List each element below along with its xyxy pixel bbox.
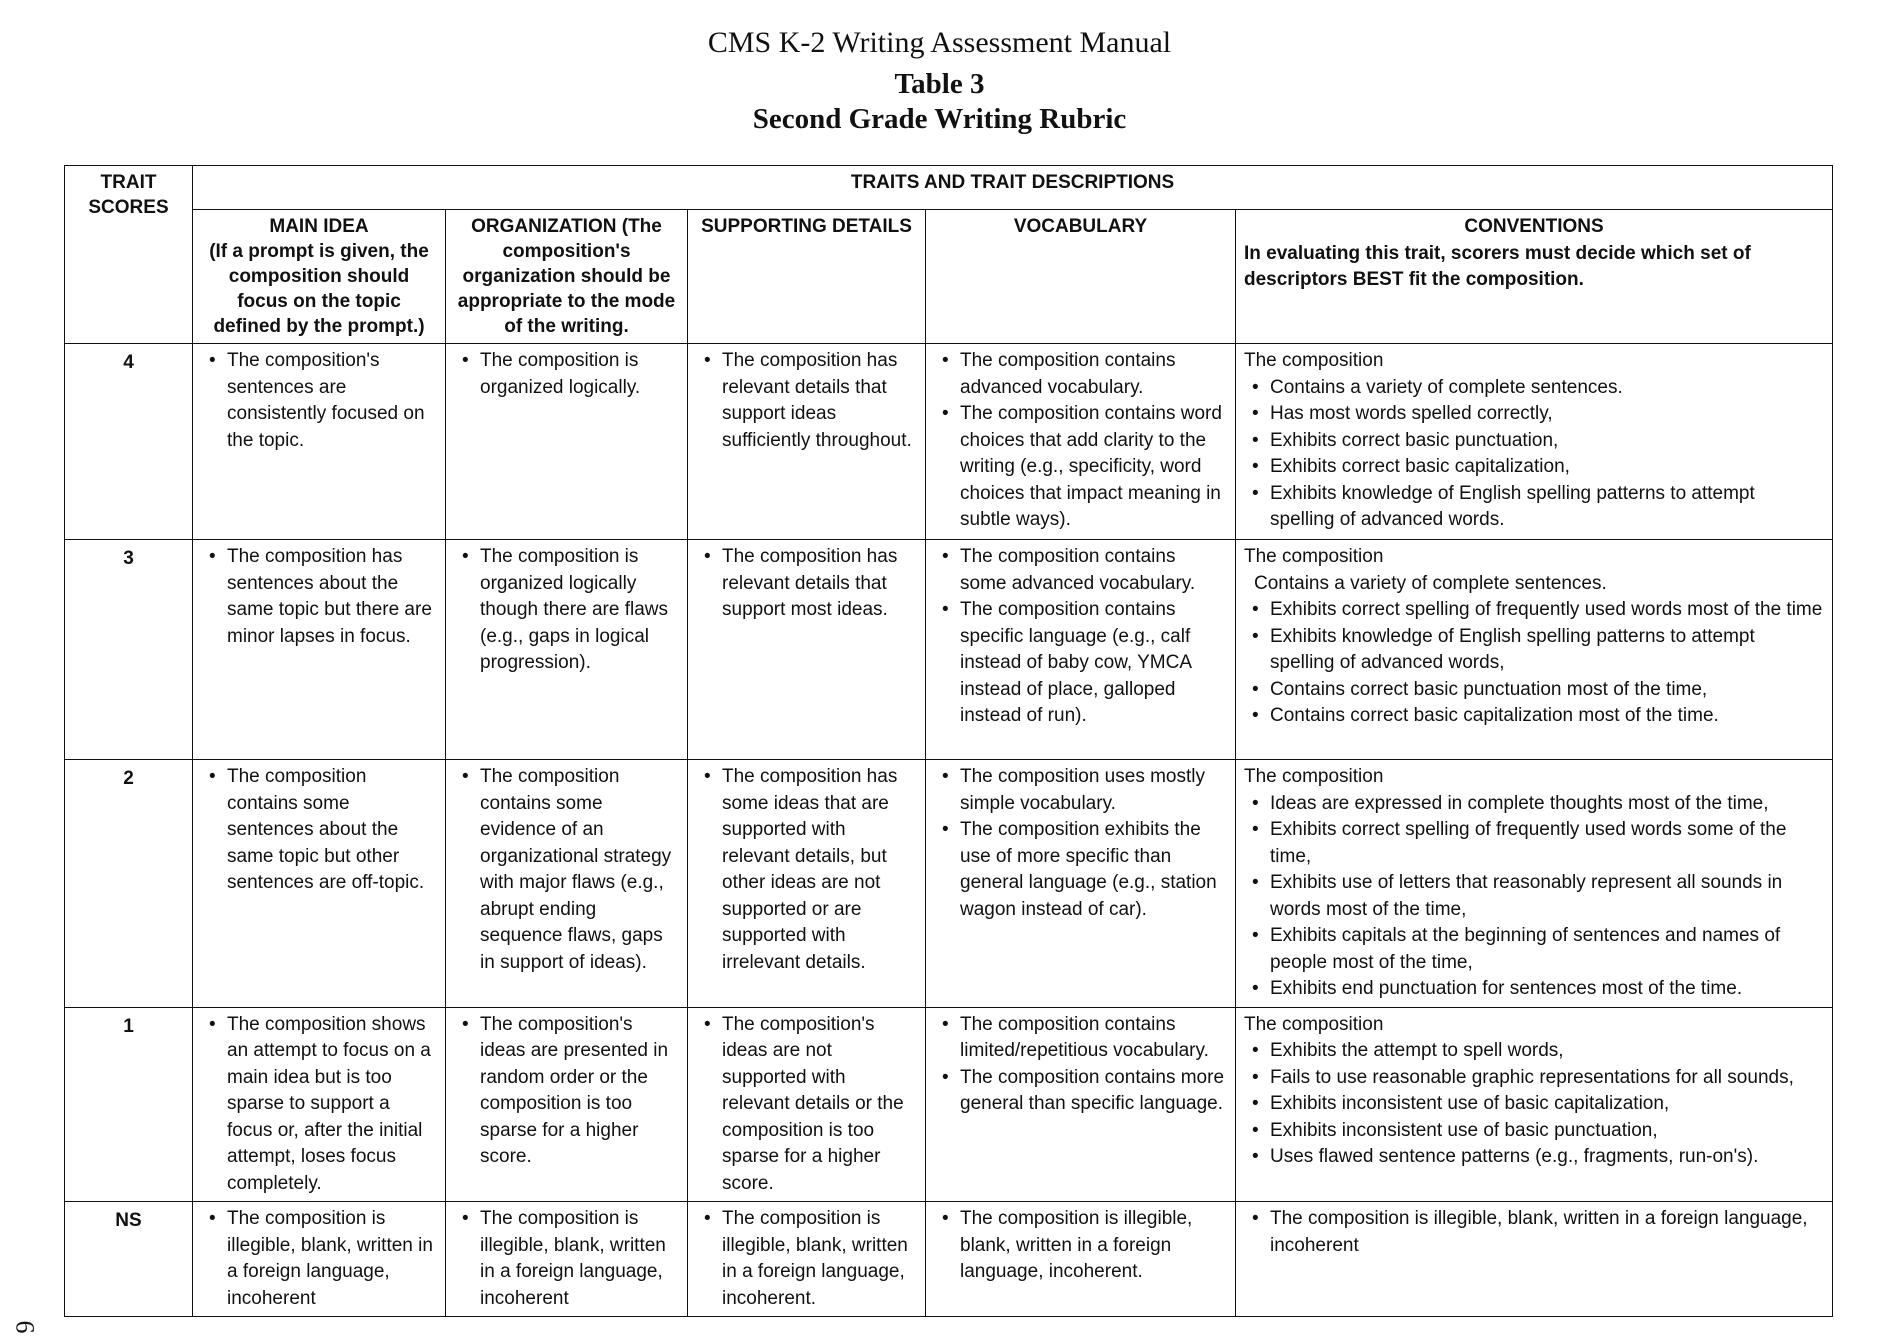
conventions-lead: The composition	[1244, 766, 1384, 787]
cell-conventions	[1236, 344, 1833, 540]
table-row	[65, 760, 1833, 1008]
column-header-row	[65, 210, 1833, 344]
column-title: SUPPORTING DETAILS	[701, 216, 912, 237]
descriptor-list	[934, 544, 1227, 730]
traits-header-row	[65, 166, 1833, 210]
column-note: (If a prompt is given, the composition should focus on the topic defined by the prompt.)	[209, 241, 429, 337]
descriptor-item: • The composition has sentences about the same topic but there are minor lapses in focus.	[227, 544, 437, 650]
trait-score: 1	[65, 1007, 193, 1202]
descriptor-item: • The composition is illegible, blank, written in a foreign language, incoherent	[1270, 1206, 1824, 1259]
descriptor-item: • Contains correct basic capitalization most of the time.	[1270, 703, 1824, 730]
trait-score: 3	[65, 540, 193, 760]
cell-vocabulary	[926, 344, 1236, 540]
descriptor-item: • The composition contains some evidence of an organizational strategy with major flaws (e.g., abrupt ending sequence flaws, gaps in support of ideas).	[480, 764, 679, 976]
descriptor-item: • Contains a variety of complete sentences.	[1270, 375, 1824, 402]
cell-conventions	[1236, 760, 1833, 1008]
descriptor-item: • Exhibits correct spelling of frequently used words some of the time,	[1270, 817, 1824, 870]
descriptor-list	[1244, 791, 1824, 1003]
rubric-table	[64, 165, 1833, 1317]
descriptor-item: • Exhibits the attempt to spell words,	[1270, 1038, 1824, 1065]
descriptor-item: • The composition contains word choices that add clarity to the writing (e.g., specificity, word choices that impact meaning in subtle ways).	[960, 401, 1227, 534]
column-header-conventions	[1236, 210, 1833, 344]
descriptor-item: • Exhibits correct basic punctuation,	[1270, 428, 1824, 455]
descriptor-list	[934, 1012, 1227, 1118]
cell-supporting-details	[688, 1202, 926, 1317]
cell-supporting-details	[688, 1007, 926, 1202]
descriptor-item: • The composition's ideas are not supported with relevant details or the composition is too sparse for a higher score.	[722, 1012, 917, 1198]
column-title: CONVENTIONS	[1464, 216, 1604, 237]
trait-score: 2	[65, 760, 193, 1008]
descriptor-list	[696, 1206, 917, 1312]
table-row	[65, 1007, 1833, 1202]
trait-score: NS	[65, 1202, 193, 1317]
descriptor-item: • The composition has some ideas that are supported with relevant details, but other ideas are not supported or are supported with irrelevant details.	[722, 764, 917, 976]
descriptor-item: • The composition contains specific language (e.g., calf instead of baby cow, YMCA instead of place, galloped instead of run).	[960, 597, 1227, 730]
descriptor-list	[454, 1012, 679, 1171]
column-header-organization	[446, 210, 688, 344]
column-note: In evaluating this trait, scorers must decide which set of descriptors BEST fit the composition.	[1244, 243, 1751, 290]
descriptor-item: • The composition is illegible, blank, written in a foreign language, incoherent.	[960, 1206, 1227, 1286]
descriptor-list	[696, 544, 917, 624]
descriptor-item: • Uses flawed sentence patterns (e.g., fragments, run-on's).	[1270, 1144, 1824, 1171]
table-title: Second Grade Writing Rubric	[752, 103, 1127, 135]
descriptor-list	[696, 348, 917, 454]
descriptor-item: • The composition is organized logically.	[480, 348, 679, 401]
cell-main-idea	[193, 540, 446, 760]
descriptor-list	[1244, 375, 1824, 534]
cell-vocabulary	[926, 1202, 1236, 1317]
descriptor-item: • Ideas are expressed in complete thoughts most of the time,	[1270, 791, 1824, 818]
descriptor-item: • The composition is illegible, blank, written in a foreign language, incoherent	[227, 1206, 437, 1312]
rubric-body	[65, 344, 1833, 1317]
descriptor-list	[454, 348, 679, 401]
descriptor-item: • The composition uses mostly simple vocabulary.	[960, 764, 1227, 817]
descriptor-item: • The composition contains advanced vocabulary.	[960, 348, 1227, 401]
descriptor-item: • Exhibits correct basic capitalization,	[1270, 454, 1824, 481]
descriptor-item: • Exhibits correct spelling of frequently used words most of the time	[1270, 597, 1824, 624]
descriptor-list	[696, 1012, 917, 1198]
cell-supporting-details	[688, 344, 926, 540]
trait-score: 4	[65, 344, 193, 540]
descriptor-list	[201, 348, 437, 454]
column-title: ORGANIZATION (The composition's organization should be appropriate to the mode of the writing.	[457, 216, 676, 337]
descriptor-item: • The composition contains some sentences about the same topic but other sentences are off-topic.	[227, 764, 437, 897]
cell-vocabulary	[926, 1007, 1236, 1202]
descriptor-item: • The composition shows an attempt to focus on a main idea but is too sparse to support a focus or, after the initial attempt, loses focus completely.	[227, 1012, 437, 1198]
descriptor-item: • Exhibits knowledge of English spelling patterns to attempt spelling of advanced words,	[1270, 624, 1824, 677]
cell-organization	[446, 1007, 688, 1202]
conventions-plain-line: Contains a variety of complete sentences.	[1254, 572, 1607, 594]
descriptor-list	[201, 1012, 437, 1198]
descriptor-item: • The composition contains some advanced vocabulary.	[960, 544, 1227, 597]
column-header-supporting-details	[688, 210, 926, 344]
descriptor-item: • The composition has relevant details that support ideas sufficiently throughout.	[722, 348, 917, 454]
traits-header: TRAITS AND TRAIT DESCRIPTIONS	[193, 166, 1833, 210]
cell-organization	[446, 344, 688, 540]
page-number: 6	[10, 1320, 40, 1334]
descriptor-item: • The composition is illegible, blank, written in a foreign language, incoherent.	[722, 1206, 917, 1312]
trait-scores-header	[65, 166, 193, 344]
cell-main-idea	[193, 1007, 446, 1202]
descriptor-list	[454, 1206, 679, 1312]
descriptor-list	[454, 764, 679, 976]
cell-organization	[446, 760, 688, 1008]
column-header-vocabulary	[926, 210, 1236, 344]
descriptor-item: • Fails to use reasonable graphic representations for all sounds,	[1270, 1065, 1824, 1092]
descriptor-item: • The composition is organized logically though there are flaws (e.g., gaps in logical progression).	[480, 544, 679, 677]
descriptor-list	[934, 1206, 1227, 1286]
cell-main-idea	[193, 344, 446, 540]
descriptor-list	[696, 764, 917, 976]
cell-organization	[446, 1202, 688, 1317]
cell-conventions	[1236, 1007, 1833, 1202]
descriptor-item: • Exhibits inconsistent use of basic capitalization,	[1270, 1091, 1824, 1118]
descriptor-list	[201, 544, 437, 650]
cell-organization	[446, 540, 688, 760]
trait-scores-label: TRAIT SCORES	[88, 172, 169, 218]
table-label: Table 3	[894, 68, 985, 100]
descriptor-list	[934, 764, 1227, 923]
cell-conventions	[1236, 1202, 1833, 1317]
descriptor-item: • Exhibits inconsistent use of basic punctuation,	[1270, 1118, 1824, 1145]
descriptor-item: • Has most words spelled correctly,	[1270, 401, 1824, 428]
cell-supporting-details	[688, 540, 926, 760]
cell-supporting-details	[688, 760, 926, 1008]
descriptor-list	[201, 764, 437, 897]
table-row	[65, 344, 1833, 540]
descriptor-list	[201, 1206, 437, 1312]
column-header-main-idea	[193, 210, 446, 344]
descriptor-item: • The composition exhibits the use of more specific than general language (e.g., station wagon instead of car).	[960, 817, 1227, 923]
page-header	[0, 24, 1879, 136]
descriptor-list	[1244, 1206, 1824, 1259]
manual-title: CMS K-2 Writing Assessment Manual	[707, 26, 1172, 59]
descriptor-list	[934, 348, 1227, 534]
descriptor-list	[1244, 597, 1824, 730]
cell-conventions	[1236, 540, 1833, 760]
descriptor-item: • Exhibits end punctuation for sentences most of the time.	[1270, 976, 1824, 1003]
descriptor-item: • Exhibits knowledge of English spelling patterns to attempt spelling of advanced words.	[1270, 481, 1824, 534]
column-title: VOCABULARY	[1013, 216, 1148, 237]
descriptor-item: • Exhibits capitals at the beginning of sentences and names of people most of the time,	[1270, 923, 1824, 976]
conventions-lead: The composition	[1244, 350, 1384, 371]
cell-main-idea	[193, 1202, 446, 1317]
conventions-lead: The composition	[1244, 1013, 1384, 1035]
descriptor-item: • The composition has relevant details that support most ideas.	[722, 544, 917, 624]
table-row	[65, 1202, 1833, 1317]
descriptor-item: • The composition's sentences are consistently focused on the topic.	[227, 348, 437, 454]
descriptor-list	[454, 544, 679, 677]
descriptor-item: • The composition's ideas are presented in random order or the composition is too sparse for a higher score.	[480, 1012, 679, 1171]
cell-main-idea	[193, 760, 446, 1008]
descriptor-item: • The composition is illegible, blank, written in a foreign language, incoherent	[480, 1206, 679, 1312]
cell-vocabulary	[926, 540, 1236, 760]
conventions-lead: The composition	[1244, 546, 1384, 567]
descriptor-item: • Exhibits use of letters that reasonably represent all sounds in words most of the time,	[1270, 870, 1824, 923]
table-row	[65, 540, 1833, 760]
descriptor-item: • Contains correct basic punctuation most of the time,	[1270, 677, 1824, 704]
descriptor-item: • The composition contains limited/repetitious vocabulary.	[960, 1012, 1227, 1065]
descriptor-item: • The composition contains more general than specific language.	[960, 1065, 1227, 1118]
descriptor-list	[1244, 1038, 1824, 1171]
column-title: MAIN IDEA	[269, 216, 369, 237]
cell-vocabulary	[926, 760, 1236, 1008]
